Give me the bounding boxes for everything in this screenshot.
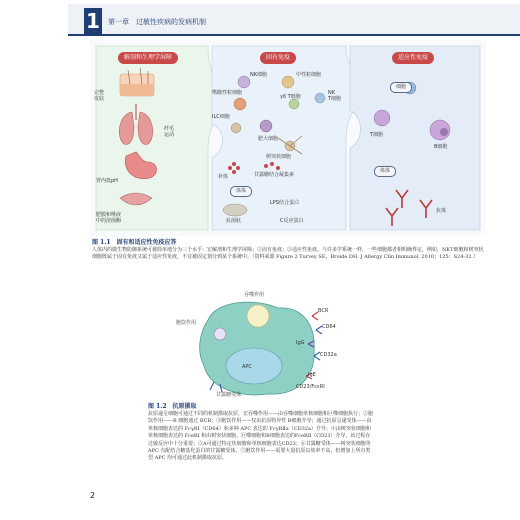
figure-1-2-caption-title: 图 1.2 抗原摄取 [148,403,197,410]
ilc-cell [231,123,241,133]
label-dendritic: 树突状细胞 [266,154,292,160]
figure-1-1-caption-title: 图 1.1 固有和适应性免疫应答 [92,239,177,246]
label-complement: 补体 [218,174,229,180]
figure-1-2-caption [148,403,374,463]
neutrophil [282,76,294,88]
gamma-delta-t-cell [289,99,299,109]
label-gamma-delta: γδ T细胞 [280,94,301,100]
label-apc: APC [242,364,252,370]
label-ilc: ILC细胞 [212,114,230,120]
puzzle-barrier [96,46,222,230]
label-mannose: 甘露糖结合凝集素 [254,172,295,178]
label-cilia: 纤毛 运动 [164,126,175,138]
chapter-title: 第一章 过敏性疾病的发病机制 [108,18,206,26]
label-mannose-receptor: 甘露糖受体 [216,392,242,398]
label-igg: IgG [296,340,305,346]
figure-1-2-caption-text: 抗原递呈细胞可通过不同的机制摄取抗原，宏吞噬作用——由吞噬细胞单核细胞和巨噬细胞执行；②胞饮作用——B 细胞通过 BCR；③胞饮作用——仅由抗原特异性 B细胞介导；通过抗原呈递受体——由单核细胞表达的 FcγRI（CD64）和多种 APC 表达的 FcγRⅡa（CD32a）介导；④由树突状细胞和单核细胞表达的 FceRI 和由树突状细胞、巨噬细胞和B细胞表达的FceRⅡ（CD23）介导，该过程在过敏反应中十分重要；⑤A可通过特定状细胞和单核细胞表达CD23；⑥甘露糖受体——树突状细胞等 APC 有配结合糖基化蛋白的甘露糖受体，⑦胞饮作用——需要大量抗原以效率不高，但增加上所有类型 APC 均可通过此机制摄取抗原。 [148,411,374,462]
label-mast: 肥大细胞 [258,136,279,142]
page-number: 2 [90,491,96,500]
panel-title-barrier: 解剖和生理学屏障 [118,52,178,64]
nk-cell [238,76,250,88]
label-b-cell: B细胞 [434,144,448,150]
figure-1-1-caption-text: 人体内的微生物防御系统可被简单地分为三个水平：宏解剖和生理学屏障；②固有免疫；③适应性免疫。与许多学系统一样，一些细胞都者相明确界定，例如，NKT细胞和树突状细胞既属于固有免疫又属于适应性免疫，不宜被固定划分到某个系统中。（资料来源 Figure 2 Turvey SE，Broide DH. J Allergy Clin Immunol. 2010；125：S24-32.） [92,247,484,261]
antimicrobial-peptide [223,204,247,216]
panel-title-innate: 固有免疫 [260,52,296,64]
label-phagocytosis: 吞噬作用 [244,292,265,298]
label-nk: NK细胞 [250,72,268,78]
figure-1-2 [176,290,346,402]
label-cd64: CD64 [322,324,336,330]
nkt-cell [315,93,325,103]
figure-1-1-caption [92,239,488,262]
figure-1-1-illustration [90,40,486,236]
label-skin: 完整 皮肤 [94,90,105,102]
pinocytic-vesicle [214,328,226,340]
label-cytokine: 细胞 [390,82,412,93]
label-bcr: BCR [318,308,329,314]
label-lysozyme: 抗菌肽 [226,218,242,224]
label-mucus: 肥膜和唾液 中的溶菌酶 [96,212,122,224]
label-neutrophil: 中性粒细胞 [296,72,322,78]
label-antibody: 抗体 [436,208,447,214]
label-t-cell: T细胞 [370,132,384,138]
figure-1-1 [90,40,486,236]
mast-cell [260,120,272,132]
label-cd23: CD23/FcεRⅠ [296,384,325,390]
label-eosinophil: 嗜酸性粒细胞 [212,90,243,96]
label-ige: IgE [308,372,316,378]
label-stomach: 胃内低pH [96,178,118,184]
eosinophil [234,98,246,110]
phagosome [247,305,269,327]
t-cell [374,110,390,126]
label-innate-receptor: 体体 [230,186,252,197]
label-nkt: NK T细胞 [328,90,342,102]
label-crp: C反应蛋白 [280,218,304,224]
label-adaptive-receptor: 体体 [374,166,396,177]
label-pinocytosis: 胞饮作用 [176,320,197,326]
apc-nucleus [226,348,282,384]
panel-title-adaptive: 适应性免疫 [392,52,434,64]
label-lps: LPS结合蛋白 [270,200,299,206]
chapter-number: 1 [84,8,102,34]
puzzle-adaptive [350,46,480,230]
label-cd32a: CD32a [320,352,337,358]
